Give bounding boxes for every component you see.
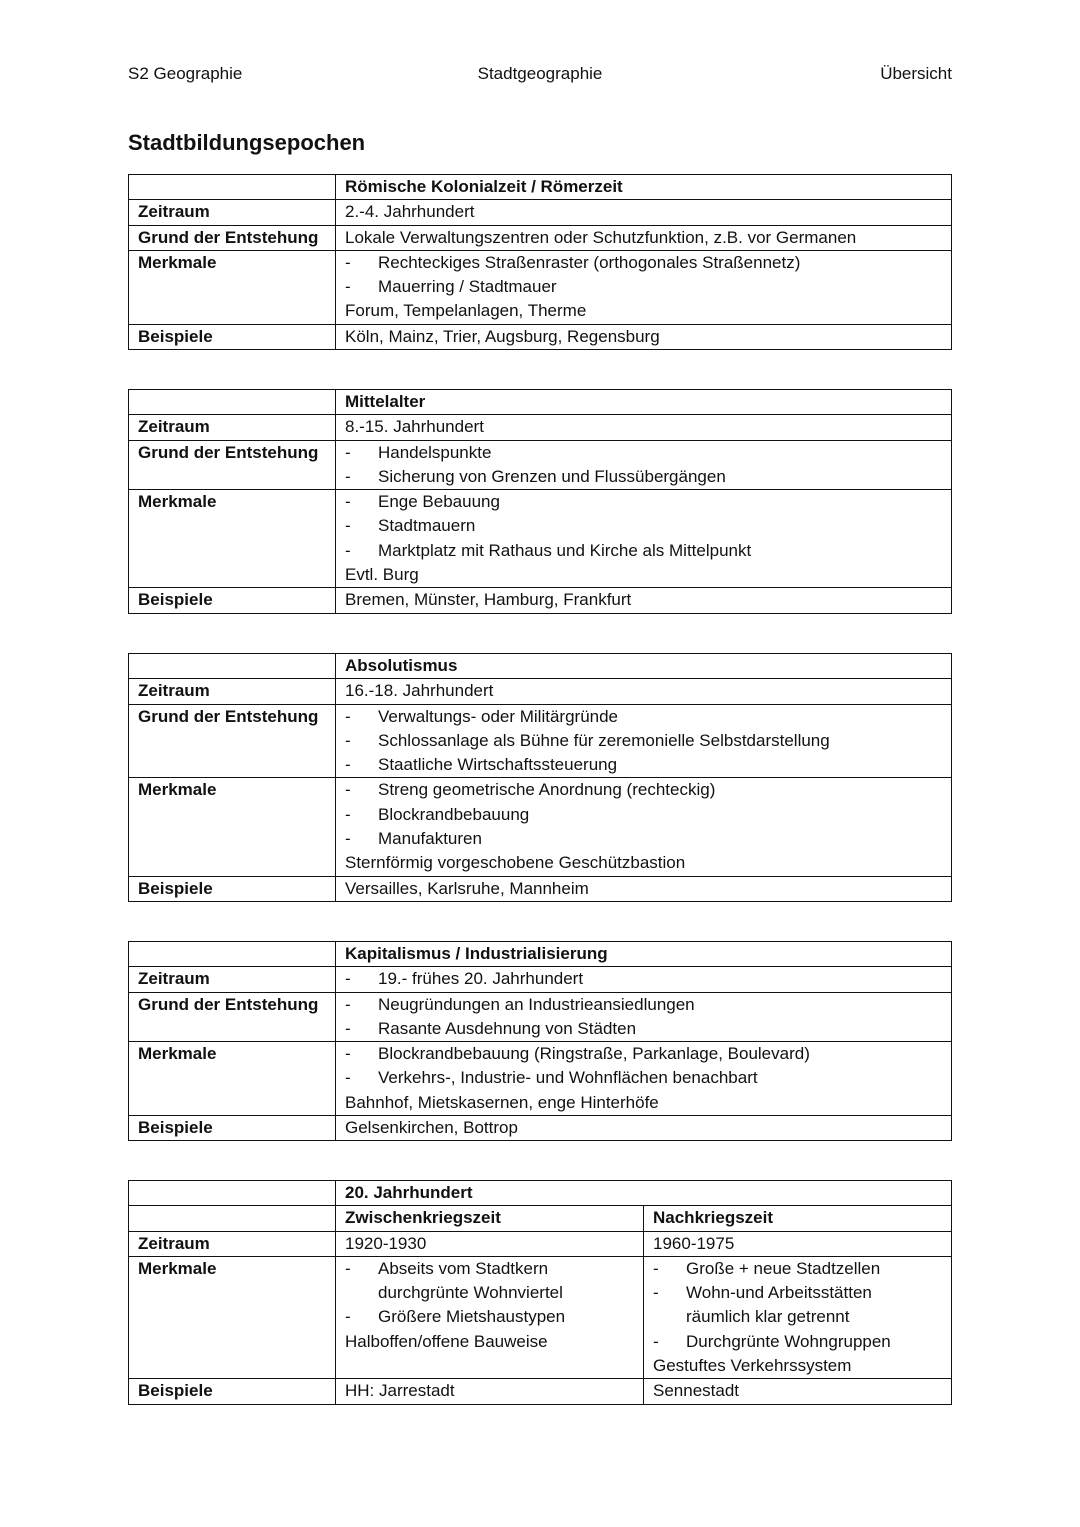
list-item: - Mauerring / Stadtmauer — [345, 275, 942, 299]
beispiele-value: Versailles, Karlsruhe, Mannheim — [336, 876, 952, 901]
page-title: Stadtbildungsepochen — [128, 130, 366, 155]
list-item: - Wohn-und Arbeitsstätten räumlich klar getrennt — [653, 1281, 942, 1330]
grund-value: Lokale Verwaltungszentren oder Schutzfunktion, z.B. vor Germanen — [336, 225, 952, 250]
header-course: S2 Geographie — [128, 64, 243, 83]
beispiele-value: Köln, Mainz, Trier, Augsburg, Regensburg — [336, 324, 952, 349]
list-item: - Rasante Ausdehnung von Städten — [345, 1017, 942, 1041]
label-beispiele: Beispiele — [129, 588, 336, 613]
list-item: - Handelspunkte — [345, 441, 942, 465]
list-item: - Rechteckiges Straßenraster (orthogonales Straßennetz) — [345, 251, 942, 275]
merkmale-cell — [644, 1256, 952, 1378]
epoch-name: Römische Kolonialzeit / Römerzeit — [336, 175, 952, 200]
list-item: - Stadtmauern — [345, 514, 942, 538]
zeitraum-value: 16.-18. Jahrhundert — [336, 679, 952, 704]
zeitraum-value: 8.-15. Jahrhundert — [336, 415, 952, 440]
list-item: - Schlossanlage als Bühne für zeremonielle Selbstdarstellung — [345, 729, 942, 753]
merkmale-cell — [336, 250, 952, 324]
label-beispiele: Beispiele — [129, 876, 336, 901]
list-item: - 19.- frühes 20. Jahrhundert — [345, 967, 942, 991]
label-zeitraum: Zeitraum — [129, 967, 336, 992]
label-grund: Grund der Entstehung — [129, 992, 336, 1042]
label-merkmale: Merkmale — [129, 490, 336, 588]
label-beispiele: Beispiele — [129, 324, 336, 349]
label-merkmale: Merkmale — [129, 1042, 336, 1116]
grund-cell — [336, 992, 952, 1042]
label-grund: Grund der Entstehung — [129, 704, 336, 778]
zeitraum-cell — [336, 967, 952, 992]
label-grund: Grund der Entstehung — [129, 440, 336, 490]
list-item: - Enge Bebauung — [345, 490, 942, 514]
label-beispiele: Beispiele — [129, 1116, 336, 1141]
list-item: - Staatliche Wirtschaftssteuerung — [345, 753, 942, 777]
list-item: - Neugründungen an Industrieansiedlungen — [345, 993, 942, 1017]
list-item: - Blockrandbebauung — [345, 803, 942, 827]
merkmale-cell — [336, 778, 952, 876]
merkmale-note: Evtl. Burg — [345, 565, 419, 585]
list-item: - Blockrandbebauung (Ringstraße, Parkanlage, Boulevard) — [345, 1042, 942, 1066]
beispiele-value: HH: Jarrestadt — [336, 1379, 644, 1404]
subepoch-name: Nachkriegszeit — [644, 1206, 952, 1231]
list-item: - Große + neue Stadtzellen — [653, 1257, 942, 1281]
epoch-name: Absolutismus — [336, 654, 952, 679]
label-merkmale: Merkmale — [129, 1256, 336, 1378]
label-zeitraum: Zeitraum — [129, 200, 336, 225]
grund-cell — [336, 704, 952, 778]
header-section: Übersicht — [880, 64, 952, 83]
beispiele-value: Bremen, Münster, Hamburg, Frankfurt — [336, 588, 952, 613]
epoch-name: 20. Jahrhundert — [336, 1181, 952, 1206]
list-item: - Marktplatz mit Rathaus und Kirche als Mittelpunkt — [345, 539, 942, 563]
label-grund: Grund der Entstehung — [129, 225, 336, 250]
list-item: - Größere Mietshaustypen — [345, 1305, 634, 1329]
epoch-table-mittelalter — [128, 389, 952, 614]
merkmale-cell — [336, 1256, 644, 1378]
page-header — [128, 64, 952, 90]
merkmale-note: Gestuftes Verkehrssystem — [653, 1356, 852, 1376]
epoch-table-20-jahrhundert — [128, 1180, 952, 1405]
merkmale-note: Halboffen/offene Bauweise — [345, 1331, 548, 1351]
epoch-table-industrialisierung — [128, 941, 952, 1141]
zeitraum-value: 1920-1930 — [336, 1231, 644, 1256]
label-merkmale: Merkmale — [129, 250, 336, 324]
list-item: - Verwaltungs- oder Militärgründe — [345, 705, 942, 729]
grund-cell — [336, 440, 952, 490]
merkmale-cell — [336, 1042, 952, 1116]
beispiele-value: Sennestadt — [644, 1379, 952, 1404]
label-zeitraum: Zeitraum — [129, 415, 336, 440]
list-item: - Abseits vom Stadtkern durchgrünte Wohnviertel — [345, 1257, 634, 1306]
list-item: - Sicherung von Grenzen und Flussübergängen — [345, 465, 942, 489]
merkmale-cell — [336, 490, 952, 588]
epoch-name: Kapitalismus / Industrialisierung — [336, 942, 952, 967]
merkmale-note: Bahnhof, Mietskasernen, enge Hinterhöfe — [345, 1092, 659, 1112]
epoch-name: Mittelalter — [336, 390, 952, 415]
zeitraum-value: 2.-4. Jahrhundert — [336, 200, 952, 225]
header-subject: Stadtgeographie — [477, 64, 603, 83]
merkmale-note: Forum, Tempelanlagen, Therme — [345, 301, 587, 321]
list-item: - Streng geometrische Anordnung (rechteckig) — [345, 778, 942, 802]
label-zeitraum: Zeitraum — [129, 1231, 336, 1256]
zeitraum-value: 1960-1975 — [644, 1231, 952, 1256]
list-item: - Durchgrünte Wohngruppen — [653, 1330, 942, 1354]
label-beispiele: Beispiele — [129, 1379, 336, 1404]
epoch-table-roman — [128, 174, 952, 350]
list-item: - Verkehrs-, Industrie- und Wohnflächen benachbart — [345, 1066, 942, 1090]
label-merkmale: Merkmale — [129, 778, 336, 876]
label-zeitraum: Zeitraum — [129, 679, 336, 704]
list-item: - Manufakturen — [345, 827, 942, 851]
epoch-table-absolutismus — [128, 653, 952, 902]
beispiele-value: Gelsenkirchen, Bottrop — [336, 1116, 952, 1141]
subepoch-name: Zwischenkriegszeit — [336, 1206, 644, 1231]
merkmale-note: Sternförmig vorgeschobene Geschützbastion — [345, 853, 686, 873]
